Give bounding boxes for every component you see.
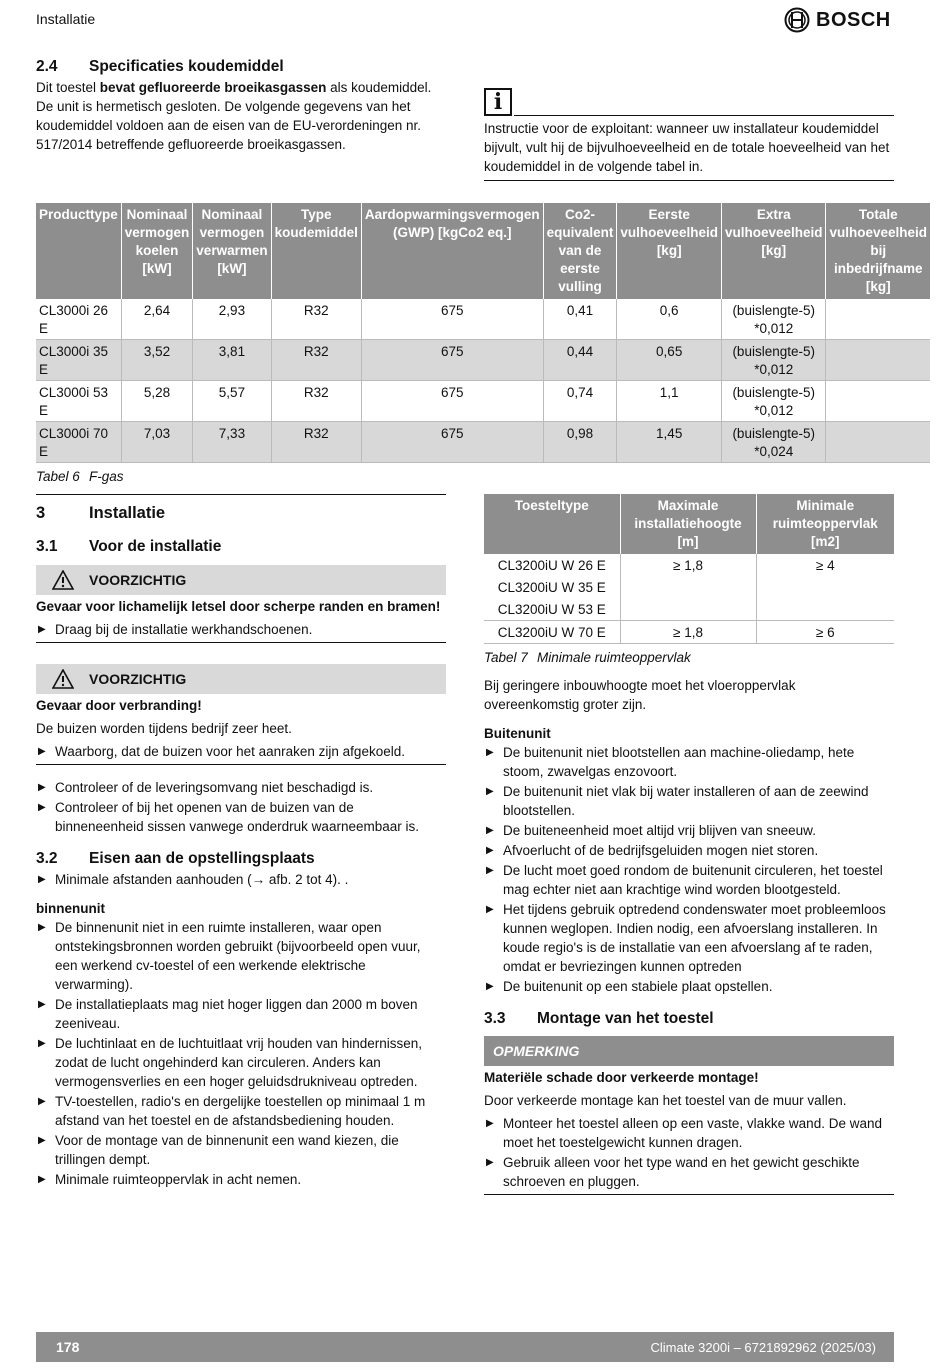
header-cell: Nominaal vermogen verwarmen [kW] bbox=[193, 203, 271, 299]
list-item: ▶ Het tijdens gebruik optredend condenswater moet probleemloos kunnen weglopen. Indien nodig, een afvoerslang installeren. In koude regio's is de installatie van een afvoerslang af te raden, omdat er bevriezingen kunnen optreden bbox=[484, 900, 894, 976]
running-header: Installatie bbox=[36, 11, 96, 27]
section-heading: 3.3 Montage van het toestel bbox=[484, 1010, 714, 1027]
list-item: ▶ De buiteneenheid moet altijd vrij blijven van sneeuw. bbox=[484, 821, 894, 840]
section-heading: 3.1 Voor de installatie bbox=[36, 538, 222, 555]
list-item: ▶ Voor de montage van de binnenunit een wand kiezen, die trillingen dempt. bbox=[36, 1131, 446, 1169]
info-icon: i bbox=[484, 88, 512, 116]
table-row: CL3000i 26 E 2,64 2,93 R32 675 0,41 0,6 (buislengte-5) *0,012 bbox=[36, 299, 930, 340]
table-row: CL3000i 53 E 5,28 5,57 R32 675 0,74 1,1 (buislengte-5) *0,012 bbox=[36, 381, 930, 422]
warning-bar: VOORZICHTIG bbox=[36, 565, 446, 595]
list-item: ▶ TV-toestellen, radio's en dergelijke toestellen op minimaal 1 m afstand van het toestel en de afstandsbediening houden. bbox=[36, 1092, 446, 1130]
section-heading: 2.4 Specificaties koudemiddel bbox=[36, 58, 284, 75]
notice-heading: Materiële schade door verkeerde montage! bbox=[484, 1070, 759, 1085]
chapter-heading: 3 Installatie bbox=[36, 504, 166, 522]
brand-logo bbox=[784, 7, 891, 33]
header-cell: Nominaal vermogen koelen [kW] bbox=[121, 203, 193, 299]
table-6 bbox=[36, 203, 928, 486]
list-item: ▶ De binnenunit niet in een ruimte installeren, waar open ontstekingsbronnen worden gebruikt (bijvoorbeeld open vuur, een werkend cv-toestel of een werkende elektrische verwarming). bbox=[36, 918, 446, 994]
header-cell: Maximale installatiehoogte [m] bbox=[620, 494, 756, 554]
bosch-armature-icon bbox=[784, 7, 810, 33]
table-caption: Tabel 6 F-gas bbox=[36, 469, 124, 484]
section-intro: Dit toestel bevat gefluoreerde broeikasgassen als koudemiddel. De unit is hermetisch gesloten. De volgende gegevens van het koudemiddel voldoen aan de eisen van de EU-verordeningen nr. 517/2014 betreffende gefluoreerde broeikasgassen. bbox=[36, 80, 432, 152]
list-item: ▶ Waarborg, dat de buizen voor het aanraken zijn afgekoeld. bbox=[36, 742, 446, 761]
table-row: CL3200iU W 35 E bbox=[484, 576, 894, 598]
list-item: ▶ Minimale ruimteoppervlak in acht nemen. bbox=[36, 1170, 446, 1189]
document-id: Climate 3200i – 6721892962 (2025/03) bbox=[650, 1339, 876, 1355]
list-item: ▶ De buitenunit op een stabiele plaat opstellen. bbox=[484, 977, 894, 996]
table-row: CL3200iU W 26 E ≥ 1,8 ≥ 4 bbox=[484, 554, 894, 576]
list-item: ▶ Controleer of bij het openen van de buizen van de binneneenheid sissen vanwege onderdruk waarneembaar is. bbox=[36, 798, 446, 836]
header-cell: Totale vulhoeveelheid bij inbedrijfname [kg] bbox=[826, 203, 930, 299]
left-column bbox=[36, 494, 446, 1190]
info-box bbox=[484, 88, 894, 181]
table-row: CL3000i 35 E 3,52 3,81 R32 675 0,44 0,65 (buislengte-5) *0,012 bbox=[36, 340, 930, 381]
list-item: ▶ De buitenunit niet vlak bij water installeren of aan de zeewind blootstellen. bbox=[484, 782, 894, 820]
table-row: CL3000i 70 E 7,03 7,33 R32 675 0,98 1,45 (buislengte-5) *0,024 bbox=[36, 422, 930, 463]
header-cell: Aardopwarmingsvermogen (GWP) [kgCo2 eq.] bbox=[361, 203, 543, 299]
header-cell: Type koudemiddel bbox=[271, 203, 361, 299]
warning-heading: Gevaar door verbranding! bbox=[36, 698, 202, 713]
header-cell: Producttype bbox=[36, 203, 121, 299]
brand-name: BOSCH bbox=[816, 8, 891, 31]
header-cell: Minimale ruimteoppervlak [m2] bbox=[756, 494, 894, 554]
list-item: ▶ De lucht moet goed rondom de buitenunit circuleren, het toestel mag echter niet aan krachtige wind worden blootgesteld. bbox=[484, 861, 894, 899]
page-footer bbox=[36, 1332, 894, 1362]
header-cell: Eerste vulhoeveelheid [kg] bbox=[617, 203, 722, 299]
list-item: ▶ Gebruik alleen voor het type wand en het gewicht geschikte schroeven en pluggen. bbox=[484, 1153, 894, 1191]
list-item: ▶ Minimale afstanden aanhouden (→ afb. 2 tot 4). . bbox=[36, 870, 446, 889]
subheading: binnenunit bbox=[36, 901, 105, 916]
warning-heading: Gevaar voor lichamelijk letsel door scherpe randen en bramen! bbox=[36, 599, 441, 614]
table-caption: Tabel 7 Minimale ruimteoppervlak bbox=[484, 650, 691, 665]
list-item: ▶ De luchtinlaat en de luchtuitlaat vrij houden van hindernissen, zodat de lucht ongehinderd kan circuleren. Anders kan vermogensverlies en een hoger geluidsdrukniveau optreden. bbox=[36, 1034, 446, 1091]
list-item: ▶ De installatieplaats mag niet hoger liggen dan 2000 m boven zeeniveau. bbox=[36, 995, 446, 1033]
paragraph: Bij geringere inbouwhoogte moet het vloeroppervlak overeenkomstig groter zijn. bbox=[484, 678, 796, 712]
table-7 bbox=[484, 494, 894, 644]
warning-icon bbox=[36, 570, 89, 590]
right-column bbox=[484, 494, 894, 1195]
list-item: ▶ Afvoerlucht of de bedrijfsgeluiden mogen niet storen. bbox=[484, 841, 894, 860]
warning-icon bbox=[36, 669, 89, 689]
info-text: Instructie voor de exploitant: wanneer uw installateur koudemiddel bijvult, vult hij de bijvulhoeveelheid en de totale hoeveelheid van het koudemiddel in de volgende tabel in. bbox=[484, 121, 890, 174]
header-cell: Co2-equivalent van de eerste vulling bbox=[543, 203, 617, 299]
header-cell: Toesteltype bbox=[484, 494, 620, 554]
table-row: CL3200iU W 70 E ≥ 1,8 ≥ 6 bbox=[484, 621, 894, 644]
section-heading: 3.2 Eisen aan de opstellingsplaats bbox=[36, 850, 315, 867]
page-number: 178 bbox=[56, 1338, 80, 1355]
list-item: ▶ Controleer of de leveringsomvang niet beschadigd is. bbox=[36, 778, 446, 797]
header-cell: Extra vulhoeveelheid [kg] bbox=[721, 203, 826, 299]
section-2-4 bbox=[36, 57, 446, 154]
subheading: Buitenunit bbox=[484, 726, 551, 741]
notice-text: Door verkeerde montage kan het toestel van de muur vallen. bbox=[484, 1093, 847, 1108]
warning-bar: VOORZICHTIG bbox=[36, 664, 446, 694]
notice-bar: OPMERKING bbox=[484, 1036, 894, 1066]
list-item: ▶ Monteer het toestel alleen op een vaste, vlakke wand. De wand moet het toestelgewicht kunnen dragen. bbox=[484, 1114, 894, 1152]
warning-text: De buizen worden tijdens bedrijf zeer heet. bbox=[36, 721, 292, 736]
list-item: ▶ Draag bij de installatie werkhandschoenen. bbox=[36, 620, 446, 639]
table-row: CL3200iU W 53 E bbox=[484, 598, 894, 621]
list-item: ▶ De buitenunit niet blootstellen aan machine-oliedamp, hete stoom, zwavelgas enzovoort. bbox=[484, 743, 894, 781]
